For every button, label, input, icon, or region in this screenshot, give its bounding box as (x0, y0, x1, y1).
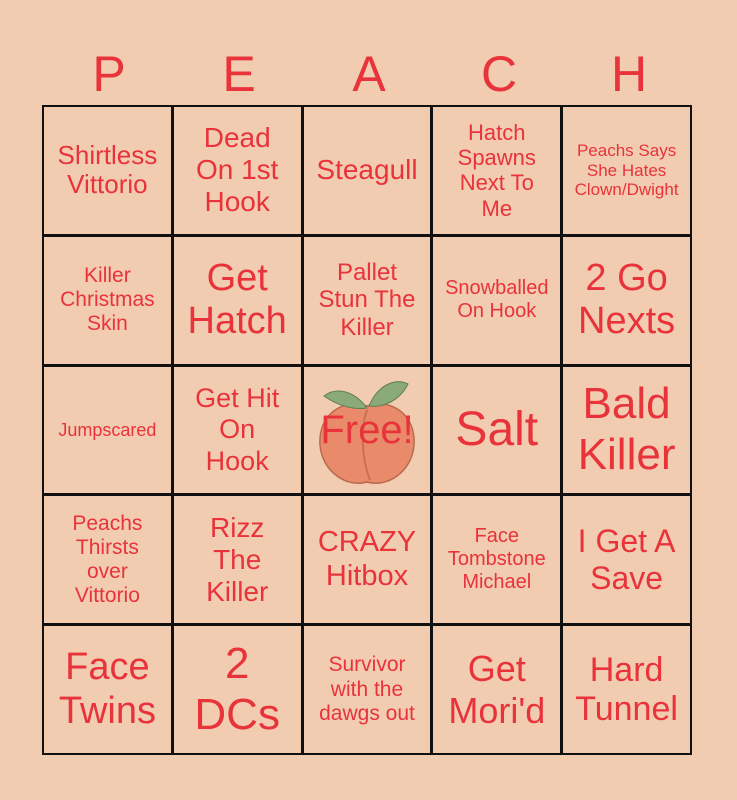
header-letter: P (92, 46, 126, 102)
header-letter: H (610, 46, 648, 102)
bingo-cell[interactable] (563, 367, 690, 494)
bingo-cell[interactable] (44, 626, 171, 753)
cell-label: Shirtless Vittorio (57, 139, 158, 200)
cell-label: Pallet Stun The Killer (318, 258, 416, 341)
cell-label: Peachs Thirsts over Vittorio (72, 511, 143, 607)
bingo-cell[interactable] (433, 496, 560, 623)
cell-label: 2 Go Nexts (578, 256, 676, 343)
cell-label: Survivor with the dawgs out (319, 653, 415, 725)
bingo-cell[interactable] (44, 367, 171, 494)
cell-label: Get Hatch (187, 256, 287, 343)
cell-label: Killer Christmas Skin (60, 263, 155, 336)
cell-label: Hard Tunnel (575, 650, 678, 728)
header-letter: E (222, 46, 256, 102)
cell-label: Get Hit On Hook (195, 383, 280, 476)
bingo-cell[interactable] (433, 107, 560, 234)
cell-label: Face Tombstone Michael (447, 525, 546, 594)
cell-label: CRAZY Hitbox (317, 526, 417, 592)
header-letter: A (352, 46, 386, 102)
bingo-cell[interactable] (563, 107, 690, 234)
cell-label: Salt (455, 403, 539, 457)
bingo-cell[interactable] (304, 107, 431, 234)
bingo-cell[interactable] (304, 237, 431, 364)
bingo-cell[interactable] (563, 237, 690, 364)
bingo-header (44, 40, 694, 108)
bingo-cell[interactable] (174, 626, 301, 753)
free-space-cell[interactable] (304, 367, 431, 494)
bingo-cell[interactable] (174, 237, 301, 364)
cell-label: Face Twins (58, 645, 156, 732)
cell-label: Jumpscared (58, 419, 157, 440)
cell-label: Snowballed On Hook (445, 277, 549, 323)
bingo-cell[interactable] (304, 626, 431, 753)
bingo-cell[interactable] (563, 496, 690, 623)
bingo-cell[interactable] (563, 626, 690, 753)
bingo-cell[interactable] (174, 107, 301, 234)
bingo-cell[interactable] (433, 626, 560, 753)
bingo-cell[interactable] (304, 496, 431, 623)
cell-label: Steagull (316, 154, 418, 186)
bingo-cell[interactable] (44, 237, 171, 364)
bingo-cell[interactable] (433, 367, 560, 494)
cell-label: Bald Killer (577, 379, 676, 479)
cell-label: Get Mori'd (448, 648, 546, 731)
bingo-cell[interactable] (433, 237, 560, 364)
cell-label: Hatch Spawns Next To Me (457, 119, 536, 221)
cell-label: Peachs Says She Hates Clown/Dwight (574, 141, 679, 200)
bingo-cell[interactable] (44, 107, 171, 234)
cell-label: Rizz The Killer (206, 511, 269, 607)
header-letter: C (480, 46, 518, 102)
free-label: Free! (320, 407, 414, 452)
cell-label: Dead On 1st Hook (195, 122, 279, 218)
bingo-cell[interactable] (44, 496, 171, 623)
bingo-cell[interactable] (174, 367, 301, 494)
bingo-board (42, 105, 692, 755)
cell-label: I Get A Save (577, 522, 676, 596)
cell-label: 2 DCs (194, 639, 280, 739)
bingo-cell[interactable] (174, 496, 301, 623)
